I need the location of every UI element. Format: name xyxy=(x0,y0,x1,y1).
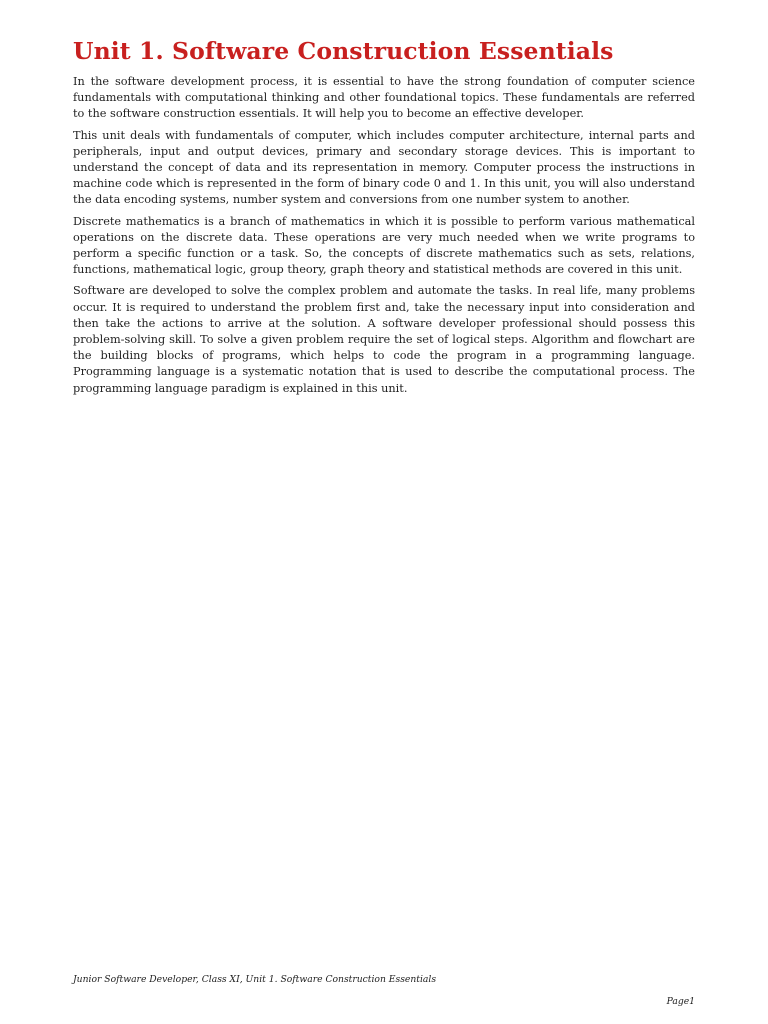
paragraph-computer-fundamentals: This unit deals with fundamentals of computer, which includes computer architecture, internal parts and peripherals, input and output devices, primary and secondary storage devices. This is important to understand the concept of data and its representation in memory. Computer process the instructions in machine code which is represented in the form of binary code 0 and 1. In this unit, you will also understand the data encoding systems, number system and conversions from one number system to another. xyxy=(73,128,695,207)
paragraph-problem-solving: Software are developed to solve the complex problem and automate the tasks. In real life, many problems occur. It is required to understand the problem first and, take the necessary input into consideration and then take the actions to arrive at the solution. A software developer professional should possess this problem-solving skill. To solve a given problem require the set of logical steps. Algorithm and flowchart are the building blocks of programs, which helps to code the program in a programming language. Programming language is a systematic notation that is used to describe the computational process. The programming language paradigm is explained in this unit. xyxy=(73,284,695,395)
document-body xyxy=(73,34,695,402)
page-title: Unit 1. Software Construction Essentials xyxy=(73,37,614,65)
footer-page-number: Page1 xyxy=(666,996,695,1007)
footer-document-info: Junior Software Developer, Class XI, Unit 1. Software Construction Essentials xyxy=(73,974,437,985)
paragraph-intro: In the software development process, it is essential to have the strong foundation of computer science fundamentals with computational thinking and other foundational topics. These fundamentals are referred to the software construction essentials. It will help you to become an effective developer. xyxy=(73,75,695,121)
paragraph-discrete-mathematics: Discrete mathematics is a branch of mathematics in which it is possible to perform various mathematical operations on the discrete data. These operations are very much needed when we write programs to perform a specific function or a task. So, the concepts of discrete mathematics such as sets, relations, functions, mathematical logic, group theory, graph theory and statistical methods are covered in this unit. xyxy=(73,214,695,277)
